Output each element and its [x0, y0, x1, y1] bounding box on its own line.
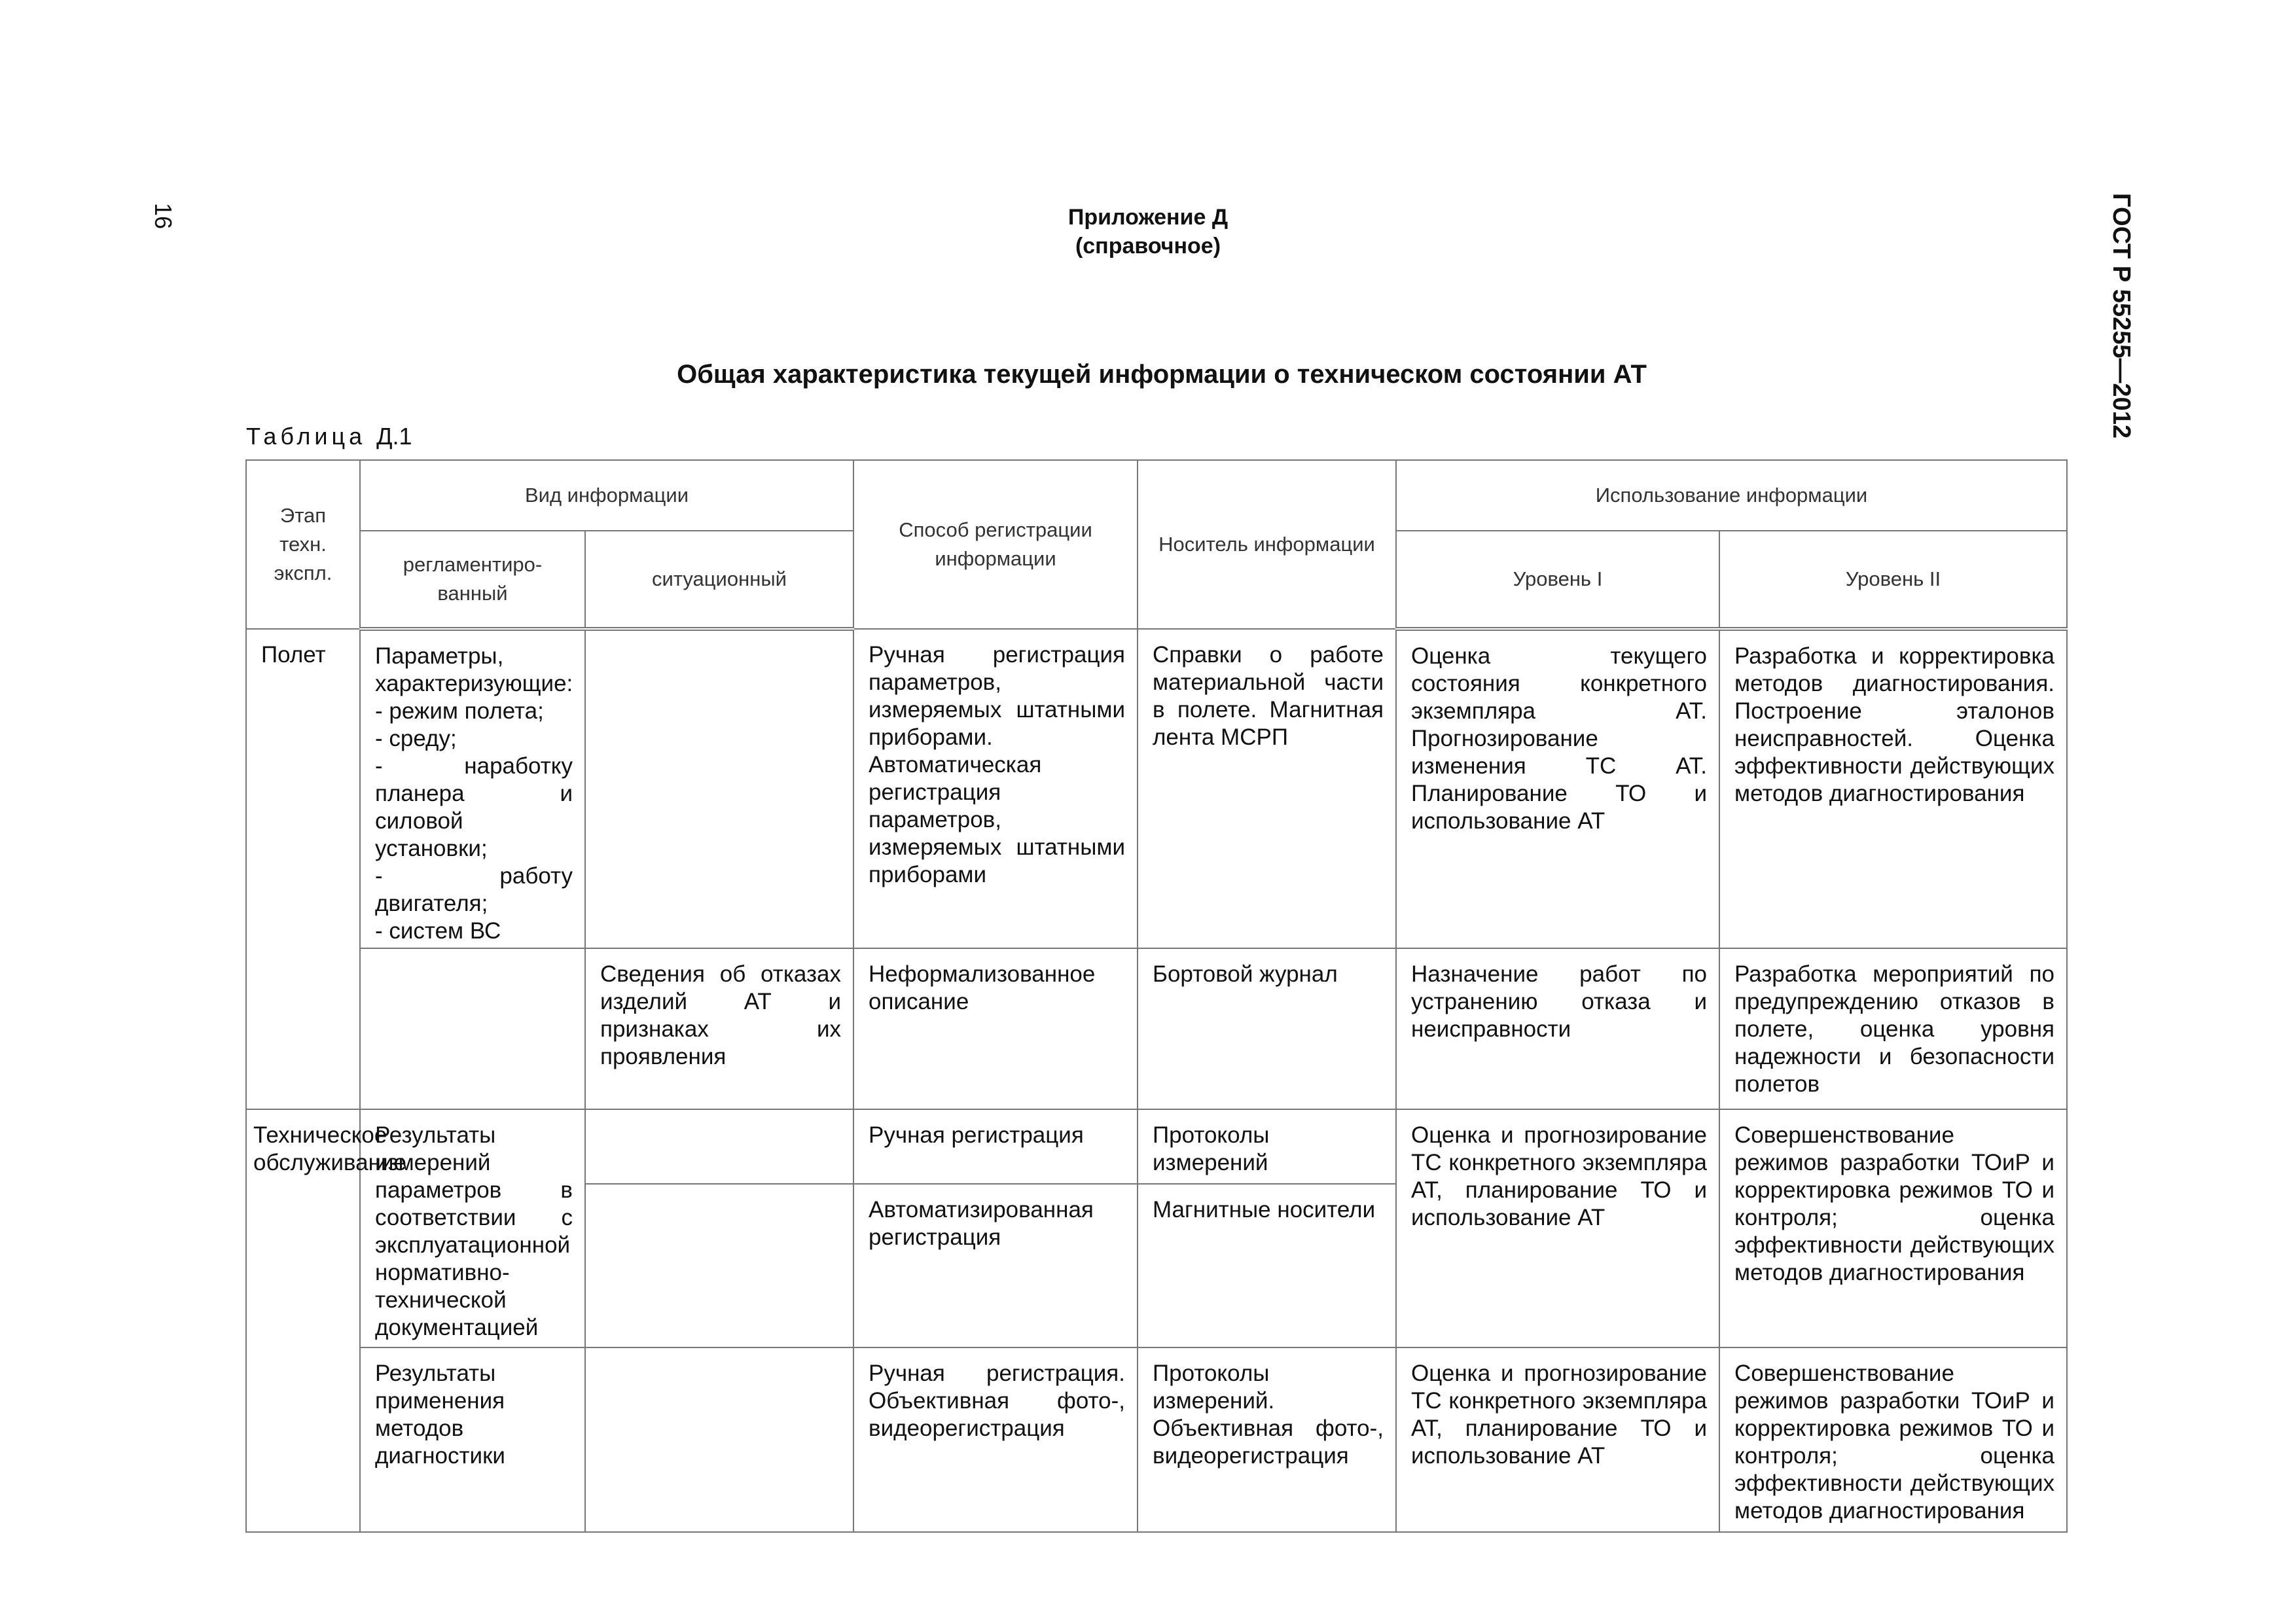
- list-item: - наработку планера и силовой установки;: [375, 753, 573, 861]
- list-item: Параметры, характеризующие:: [375, 643, 573, 696]
- list-item: - среду;: [375, 726, 457, 751]
- table-label: [246, 423, 412, 450]
- table-row: [246, 629, 2067, 948]
- carrier-cell: Протоколы измерений: [1138, 1109, 1396, 1184]
- appendix-subtitle: (справочное): [1075, 234, 1221, 259]
- level1-cell: Оценка и прогнозирование ТС конкретного экземпляра АТ, планирование ТО и использование АТ: [1396, 1109, 1719, 1347]
- carrier-cell: Бортовой журнал: [1138, 948, 1396, 1109]
- level2-cell: Разработка мероприятий по предупреждению отказов в полете, оценка уровня надежности и безопасности полетов: [1719, 948, 2067, 1109]
- list-item: - режим полета;: [375, 698, 544, 724]
- situational-cell: [585, 629, 853, 948]
- carrier-cell: Протоколы измерений. Объективная фото-, видеорегистрация: [1138, 1347, 1396, 1532]
- table-label-number: Д.1: [376, 423, 412, 450]
- registration-cell: Автоматизированная регистрация: [853, 1184, 1138, 1347]
- appendix-heading: [0, 203, 2296, 260]
- level2-cell: Совершенствование режимов разработки ТОиР и корректировка режимов ТО и контроля; оценка эффективности действующих методов диагностирования: [1719, 1109, 2067, 1347]
- header-info-type: Вид информации: [360, 460, 853, 531]
- header-usage: Использование информации: [1396, 460, 2067, 531]
- stage-cell: Техническое обслуживание: [246, 1109, 360, 1532]
- table-row: [246, 1347, 2067, 1532]
- document-code: ГОСТ Р 55255—2012: [2108, 193, 2135, 438]
- stage-cell: Полет: [246, 629, 360, 1109]
- info-table: [245, 459, 2068, 1533]
- situational-cell: [585, 1109, 853, 1184]
- header-level2: Уровень II: [1719, 531, 2067, 629]
- header-registration: Способ регистрации информации: [853, 460, 1138, 629]
- header-level1: Уровень I: [1396, 531, 1719, 629]
- header-regulated: регламентиро-ванный: [360, 531, 585, 629]
- header-situational: ситуационный: [585, 531, 853, 629]
- situational-cell: [585, 1347, 853, 1532]
- level1-cell: Оценка и прогнозирование ТС конкретного экземпляра АТ, планирование ТО и использование АТ: [1396, 1347, 1719, 1532]
- registration-cell: Неформализованное описание: [853, 948, 1138, 1109]
- level2-cell: Совершенствование режимов разработки ТОиР и корректировка режимов ТО и контроля; оценка эффективности действующих методов диагностирования: [1719, 1347, 2067, 1532]
- table-row: [246, 948, 2067, 1109]
- page-number: 16: [150, 203, 177, 230]
- regulated-cell: [360, 629, 585, 948]
- header-stage: Этап техн. экспл.: [246, 460, 360, 629]
- situational-cell: [585, 1184, 853, 1347]
- level1-cell: Оценка текущего состояния конкретного экземпляра АТ. Прогнозирование изменения ТС АТ. Планирование ТО и использование АТ: [1396, 629, 1719, 948]
- level2-cell: Разработка и корректировка методов диагностирования. Построение эталонов неисправностей. Оценка эффективности действующих методов диагностирования: [1719, 629, 2067, 948]
- main-title: Общая характеристика текущей информации о техническом состоянии АТ: [677, 360, 1647, 389]
- carrier-cell: Магнитные носители: [1138, 1184, 1396, 1347]
- list-item: - работу двигателя;: [375, 863, 573, 916]
- level1-cell: Назначение работ по устранению отказа и неисправности: [1396, 948, 1719, 1109]
- registration-cell: Ручная регистрация: [853, 1109, 1138, 1184]
- list-item: - систем ВС: [375, 918, 501, 944]
- situational-cell: Сведения об отказах изделий АТ и признаках их проявления: [585, 948, 853, 1109]
- regulated-cell: Результаты измерений параметров в соответствии с эксплуатационной нормативно-технической документацией: [360, 1109, 585, 1347]
- carrier-cell: Справки о работе материальной части в полете. Магнитная лента МСРП: [1138, 629, 1396, 948]
- table-label-word: Таблица: [246, 423, 367, 450]
- regulated-cell: Результаты применения методов диагностики: [360, 1347, 585, 1532]
- table-row: [246, 1109, 2067, 1184]
- registration-cell: Ручная регистрация. Объективная фото-, видеорегистрация: [853, 1347, 1138, 1532]
- registration-cell: Ручная регистрация параметров, измеряемых штатными приборами. Автоматическая регистрация параметров, измеряемых штатными приборами: [853, 629, 1138, 948]
- regulated-cell: [360, 948, 585, 1109]
- appendix-title: Приложение Д: [1067, 205, 1229, 230]
- header-carrier: Носитель информации: [1138, 460, 1396, 629]
